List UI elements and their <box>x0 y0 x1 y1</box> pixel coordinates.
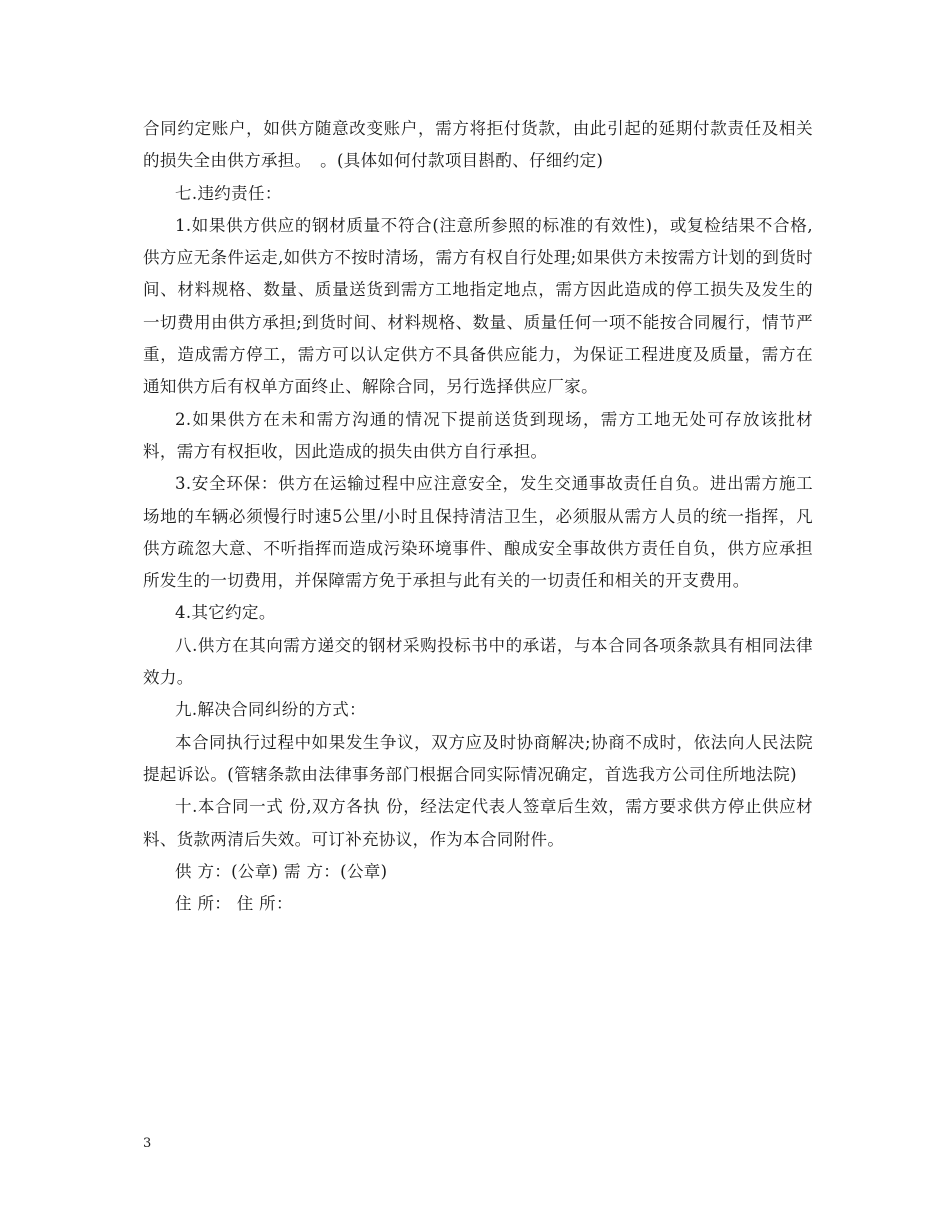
paragraph-dispute-text: 本合同执行过程中如果发生争议，双方应及时协商解决;协商不成时，依法向人民法院提起诉讼。(管辖条款由法律事务部门根据合同实际情况确定，首选我方公司住所地法院) <box>143 732 813 784</box>
paragraph-section-10: 十.本合同一式 份,双方各执 份，经法定代表人签章后生效，需方要求供方停止供应材料、货款两清后失效。可订补充协议，作为本合同附件。 <box>143 797 813 849</box>
document-body <box>143 113 813 920</box>
heading-breach-liability: 七.违约责任： <box>175 183 282 203</box>
page-number: 3 <box>143 1136 152 1151</box>
paragraph-clause-1: 1.如果供方供应的钢材质量不符合(注意所参照的标准的有效性)，或复检结果不合格,供方应无条件运走,如供方不按时清场，需方有权自行处理;如果供方未按需方计划的到货时间、材料规格、数量、质量送货到需方工地指定地点，需方因此造成的停工损失及发生的一切费用由供方承担;到货时间、材料规格、数量、质量任何一项不能按合同履行，情节严重，造成需方停工，需方可以认定供方不具备供应能力，为保证工程进度及质量，需方在通知供方后有权单方面终止、解除合同，另行选择供应厂家。 <box>143 215 813 397</box>
paragraph-payment-account: 合同约定账户，如供方随意改变账户，需方将拒付货款，由此引起的延期付款责任及相关的损失全由供方承担。 。(具体如何付款项目斟酌、仔细约定) <box>143 119 813 171</box>
heading-dispute-resolution: 九.解决合同纠纷的方式： <box>175 700 366 720</box>
paragraph-clause-3-safety: 3.安全环保：供方在运输过程中应注意安全，发生交通事故责任自负。进出需方施工场地的车辆必须慢行时速5公里/小时且保持清洁卫生，必须服从需方人员的统一指挥，凡供方疏忽大意、不听指挥而造成污染环境事件、酿成安全事故供方责任自负，供方应承担所发生的一切费用，并保障需方免于承担与此有关的一切责任和相关的开支费用。 <box>143 474 813 591</box>
paragraph-section-8: 八.供方在其向需方递交的钢材采购投标书中的承诺，与本合同各项条款具有相同法律效力。 <box>143 635 813 688</box>
paragraph-clause-4-other: 4.其它约定。 <box>175 603 276 623</box>
paragraph-clause-2: 2.如果供方在未和需方沟通的情况下提前送货到现场，需方工地无处可存放该批材料，需方有权拒收，因此造成的损失由供方自行承担。 <box>143 409 813 461</box>
address-line: 住 所： 住 所： <box>175 894 293 914</box>
signature-seal-line: 供 方：(公章) 需 方：(公章) <box>175 861 388 881</box>
